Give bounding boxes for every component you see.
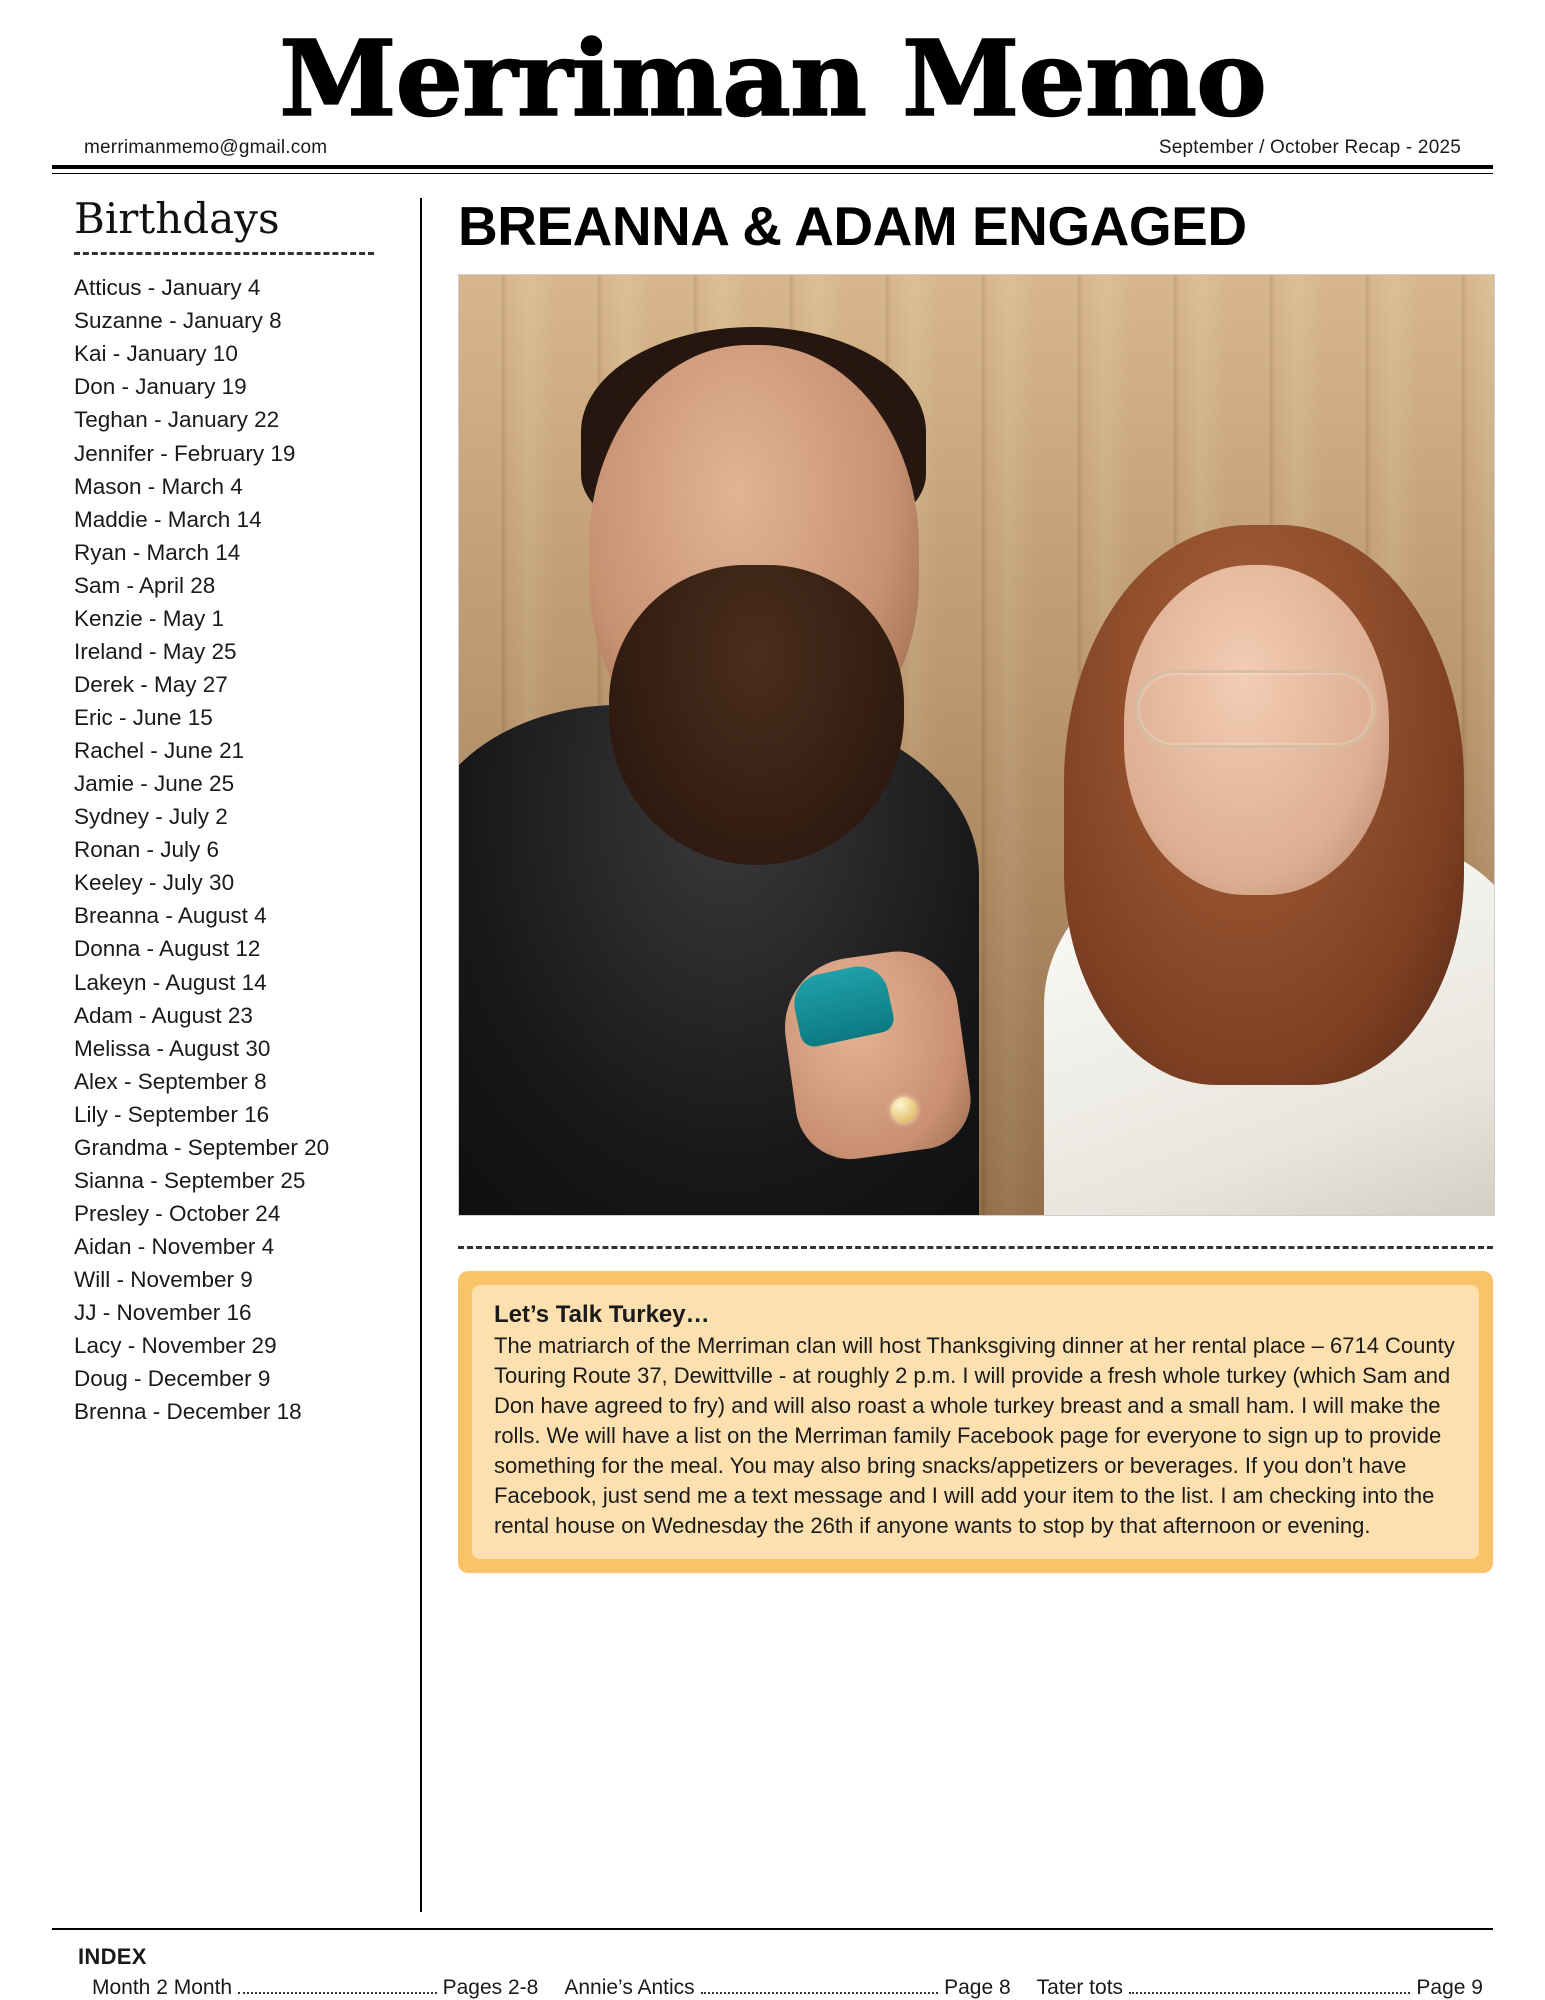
index-leader-dots bbox=[701, 1992, 938, 1994]
list-item: Rachel - June 21 bbox=[74, 738, 245, 764]
list-item: Grandma - September 20 bbox=[74, 1134, 330, 1160]
list-item: Kenzie - May 1 bbox=[74, 605, 225, 631]
list-item: Atticus - January 4 bbox=[74, 275, 261, 301]
index-entry[interactable] bbox=[92, 1976, 538, 2000]
page-content bbox=[52, 174, 1493, 1912]
list-item: Lakeyn - August 14 bbox=[74, 969, 267, 995]
list-item: Will - November 9 bbox=[74, 1267, 253, 1293]
index-entries bbox=[52, 1976, 1493, 2000]
list-item: Mason - March 4 bbox=[74, 473, 243, 499]
masthead bbox=[52, 17, 1493, 140]
list-item: Don - January 19 bbox=[74, 374, 247, 400]
list-item: Suzanne - January 8 bbox=[74, 308, 282, 334]
glasses-icon bbox=[1135, 670, 1376, 748]
list-item: Doug - December 9 bbox=[74, 1366, 271, 1392]
list-item: Donna - August 12 bbox=[74, 936, 261, 962]
turkey-callout-inner bbox=[472, 1285, 1479, 1558]
page-title: BREANNA & ADAM ENGAGED bbox=[458, 195, 1247, 258]
masthead-rule-thick bbox=[52, 165, 1493, 169]
index-entry-pages: Page 9 bbox=[1416, 1976, 1483, 1999]
list-item: Brenna - December 18 bbox=[74, 1399, 302, 1425]
index-entry-pages: Pages 2-8 bbox=[442, 1976, 539, 1999]
list-item: Jennifer - February 19 bbox=[74, 440, 296, 466]
index-entry-pages: Page 8 bbox=[944, 1976, 1011, 1999]
contact-email[interactable]: merrimanmemo@gmail.com bbox=[84, 137, 328, 159]
index-entry-title: Annie’s Antics bbox=[564, 1976, 695, 1999]
photo-subject-left-beard bbox=[609, 565, 904, 865]
list-item: Kai - January 10 bbox=[74, 341, 238, 367]
list-item: Keeley - July 30 bbox=[74, 870, 235, 896]
callout-title: Let’s Talk Turkey… bbox=[494, 1301, 710, 1329]
list-item: Teghan - January 22 bbox=[74, 407, 280, 433]
callout-body: The matriarch of the Merriman clan will host Thanksgiving dinner at her rental place – 6714 County Touring Route 37, Dewittville - at roughly 2 p.m. I will provide a fresh whole turkey (which Sam and Don have agreed to fry) and will also roast a whole turkey breast and a small ham. I will make the rolls. We will have a list on the Merriman family Facebook page for everyone to sign up to provide something for the meal. You may also bring snacks/appetizers or beverages. If you don’t have Facebook, just send me a text message and I will add your item to the list. I am checking into the rental house on Wednesday the 26th if anyone wants to stop by that afternoon or evening. bbox=[494, 1333, 1455, 1538]
sidebar-title: Birthdays bbox=[74, 194, 280, 244]
engagement-photo bbox=[458, 274, 1495, 1216]
list-item: Breanna - August 4 bbox=[74, 903, 267, 929]
index-entry-title: Month 2 Month bbox=[92, 1976, 233, 1999]
section-divider bbox=[458, 1246, 1493, 1249]
list-item: Derek - May 27 bbox=[74, 671, 228, 697]
list-item: Eric - June 15 bbox=[74, 705, 213, 730]
sidebar-divider bbox=[74, 252, 374, 255]
list-item: Alex - September 8 bbox=[74, 1068, 267, 1094]
list-item: Jamie - June 25 bbox=[74, 771, 235, 797]
list-item: Melissa - August 30 bbox=[74, 1035, 271, 1061]
sidebar-birthdays bbox=[52, 194, 422, 1912]
index-entry[interactable] bbox=[564, 1976, 1010, 2000]
list-item: JJ - November 16 bbox=[74, 1300, 252, 1326]
list-item: Aidan - November 4 bbox=[74, 1234, 275, 1259]
list-item: Lily - September 16 bbox=[74, 1101, 270, 1127]
photo-image bbox=[459, 275, 1494, 1215]
list-item: Lacy - November 29 bbox=[74, 1333, 277, 1359]
list-item: Ryan - March 14 bbox=[74, 539, 241, 565]
main-column bbox=[422, 195, 1493, 1912]
index-entry-title: Tater tots bbox=[1036, 1976, 1124, 1999]
list-item: Adam - August 23 bbox=[74, 1002, 253, 1028]
index-label: INDEX bbox=[78, 1944, 147, 1969]
list-item: Ronan - July 6 bbox=[74, 837, 220, 863]
index-footer bbox=[52, 1928, 1493, 2000]
turkey-callout bbox=[458, 1271, 1493, 1572]
birthday-list bbox=[52, 271, 394, 1428]
publication-title: Merriman Memo bbox=[279, 17, 1266, 140]
list-item: Maddie - March 14 bbox=[74, 506, 262, 532]
list-item: Sam - April 28 bbox=[74, 572, 216, 598]
index-entry[interactable] bbox=[1037, 1976, 1483, 2000]
list-item: Presley - October 24 bbox=[74, 1200, 281, 1226]
issue-date: September / October Recap - 2025 bbox=[1158, 137, 1461, 159]
list-item: Sianna - September 25 bbox=[74, 1167, 306, 1193]
list-item: Sydney - July 2 bbox=[74, 804, 228, 830]
index-leader-dots bbox=[238, 1992, 437, 1994]
index-leader-dots bbox=[1129, 1992, 1410, 1994]
list-item: Ireland - May 25 bbox=[74, 638, 237, 664]
